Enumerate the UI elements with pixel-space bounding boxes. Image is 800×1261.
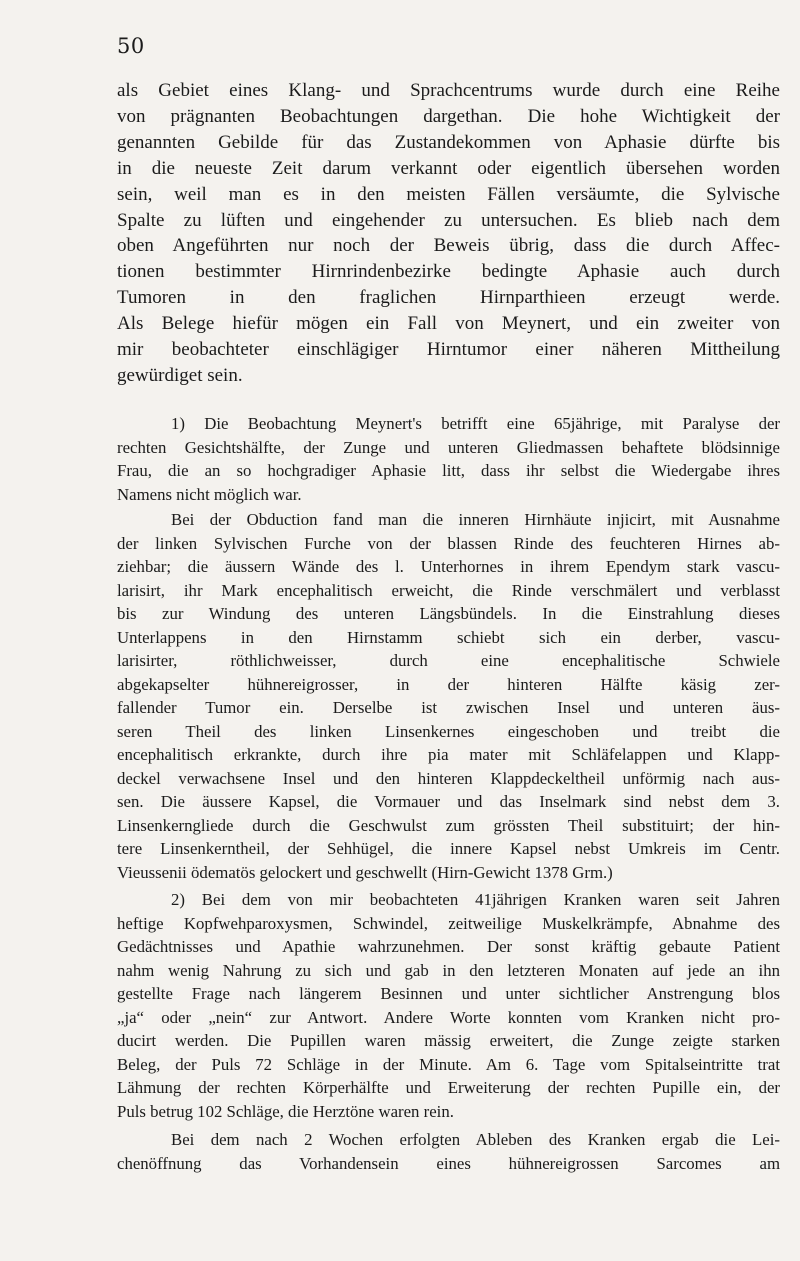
- text-line: sein, weil man es in den meisten Fällen versäumte, die Sylvische: [117, 183, 780, 205]
- footnote-line: Bei der Obduction fand man die inneren Hirnhäute injicirt, mit Ausnahme: [171, 510, 780, 529]
- footnote-line: Unterlappens in den Hirnstamm schiebt sich ein derber, vascu-: [117, 627, 780, 647]
- footnote-line: Vieussenii ödematös gelockert und geschwellt (Hirn-Gewicht 1378 Grm.): [117, 862, 613, 882]
- footnote-line: bis zur Windung des unteren Längsbündels. In die Einstrahlung dieses: [117, 604, 780, 623]
- main-paragraph: [117, 78, 780, 389]
- footnote-line: „ja“ oder „nein“ zur Antwort. Andere Worte konnten vom Kranken nicht pro-: [117, 1007, 780, 1027]
- footnote-line: ziehbar; die äussern Wände des l. Unterhornes in ihrem Ependym stark vascu-: [117, 557, 780, 576]
- footnote-1-obduction: [117, 508, 780, 884]
- text-line: als Gebiet eines Klang- und Sprachcentrums wurde durch eine Reihe: [117, 80, 780, 101]
- footnote-line: ducirt werden. Die Pupillen waren mässig erweitert, die Zunge zeigte starken: [117, 1031, 780, 1050]
- footnote-1: [117, 412, 780, 506]
- text-line: genannten Gebilde für das Zustandekommen von Aphasie dürfte bis: [117, 131, 780, 153]
- text-line: von prägnanten Beobachtungen dargethan. Die hohe Wichtigkeit der: [117, 105, 780, 127]
- text-line: Als Belege hiefür mögen ein Fall von Meynert, und ein zweiter von: [117, 313, 780, 335]
- footnote-line: deckel verwachsene Insel und den hinteren Klappdeckeltheil unförmig nach aus-: [117, 768, 780, 788]
- footnote-line: sen. Die äussere Kapsel, die Vormauer und das Inselmark sind nebst dem 3.: [117, 792, 780, 811]
- footnote-line: rechten Gesichtshälfte, der Zunge und unteren Gliedmassen behaftete blödsinnige: [117, 437, 780, 457]
- text-line: mir beobachteter einschlägiger Hirntumor einer näheren Mittheilung: [117, 339, 780, 361]
- footnote-line: Bei dem nach 2 Wochen erfolgten Ableben des Kranken ergab die Lei-: [171, 1130, 780, 1149]
- footnote-line: chenöffnung das Vorhandensein eines hühnereigrossen Sarcomes am: [117, 1153, 780, 1173]
- footnote-line: Namens nicht möglich war.: [117, 484, 302, 504]
- footnote-line: tere Linsenkerntheil, der Sehhügel, die innere Kapsel nebst Umkreis im Centr.: [117, 839, 780, 858]
- footnote-line: Frau, die an so hochgradiger Aphasie litt, dass ihr selbst die Wiedergabe ihres: [117, 461, 780, 480]
- footnote-line: nahm wenig Nahrung zu sich und gab in den letzteren Monaten auf jede an ihn: [117, 960, 780, 980]
- text-line: gewürdiget sein.: [117, 364, 243, 386]
- footnote-2-autopsy: [117, 1128, 780, 1175]
- footnote-line: abgekapselter hühnereigrosser, in der hinteren Hälfte käsig zer-: [117, 674, 780, 694]
- footnote-line: heftige Kopfwehparoxysmen, Schwindel, zeitweilige Muskelkrämpfe, Abnahme des: [117, 913, 780, 933]
- footnote-line: Linsenkerngliede durch die Geschwulst zum grössten Theil substituirt; der hin-: [117, 815, 780, 835]
- text-line: tionen bestimmter Hirnrindenbezirke bedingte Aphasie auch durch: [117, 261, 780, 283]
- text-line: Tumoren in den fraglichen Hirnparthieen erzeugt werde.: [117, 287, 780, 309]
- footnote-line: Puls betrug 102 Schläge, die Herztöne waren rein.: [117, 1101, 454, 1121]
- text-line: in die neueste Zeit darum verkannt oder eigentlich übersehen worden: [117, 157, 780, 179]
- footnote-line: larisirter, röthlichweisser, durch eine encephalitische Schwiele: [117, 651, 780, 670]
- footnote-line: seren Theil des linken Linsenkernes eingeschoben und treibt die: [117, 721, 780, 741]
- footnote-line: fallender Tumor ein. Derselbe ist zwischen Insel und unteren äus-: [117, 698, 780, 717]
- footnote-line: der linken Sylvischen Furche von der blassen Rinde des feuchteren Hirnes ab-: [117, 533, 780, 553]
- footnote-line: 1) Die Beobachtung Meynert's betrifft eine 65jährige, mit Paralyse der: [171, 414, 780, 433]
- footnote-line: Lähmung der rechten Körperhälfte und Erweiterung der rechten Pupille ein, der: [117, 1078, 780, 1097]
- footnote-line: encephalitisch erkrankte, durch ihre pia mater mit Schläfelappen und Klapp-: [117, 745, 780, 764]
- footnote-line: Gedächtnisses und Apathie wahrzunehmen. Der sonst kräftig gebaute Patient: [117, 937, 780, 956]
- footnote-line: larisirt, ihr Mark encephalitisch erweicht, die Rinde verschmälert und verblasst: [117, 580, 780, 600]
- text-line: oben Angeführten nur noch der Beweis übrig, dass die durch Affec-: [117, 235, 780, 257]
- text-line: Spalte zu lüften und eingehender zu untersuchen. Es blieb nach dem: [117, 209, 780, 231]
- footnote-line: Beleg, der Puls 72 Schläge in der Minute. Am 6. Tage vom Spitalseintritte trat: [117, 1054, 780, 1074]
- footnote-line: gestellte Frage nach längerem Besinnen und unter sichtlicher Anstrengung blos: [117, 984, 780, 1003]
- footnote-line: 2) Bei dem von mir beobachteten 41jährigen Kranken waren seit Jahren: [171, 890, 780, 909]
- footnote-2: [117, 888, 780, 1123]
- page-number: 50: [117, 34, 145, 58]
